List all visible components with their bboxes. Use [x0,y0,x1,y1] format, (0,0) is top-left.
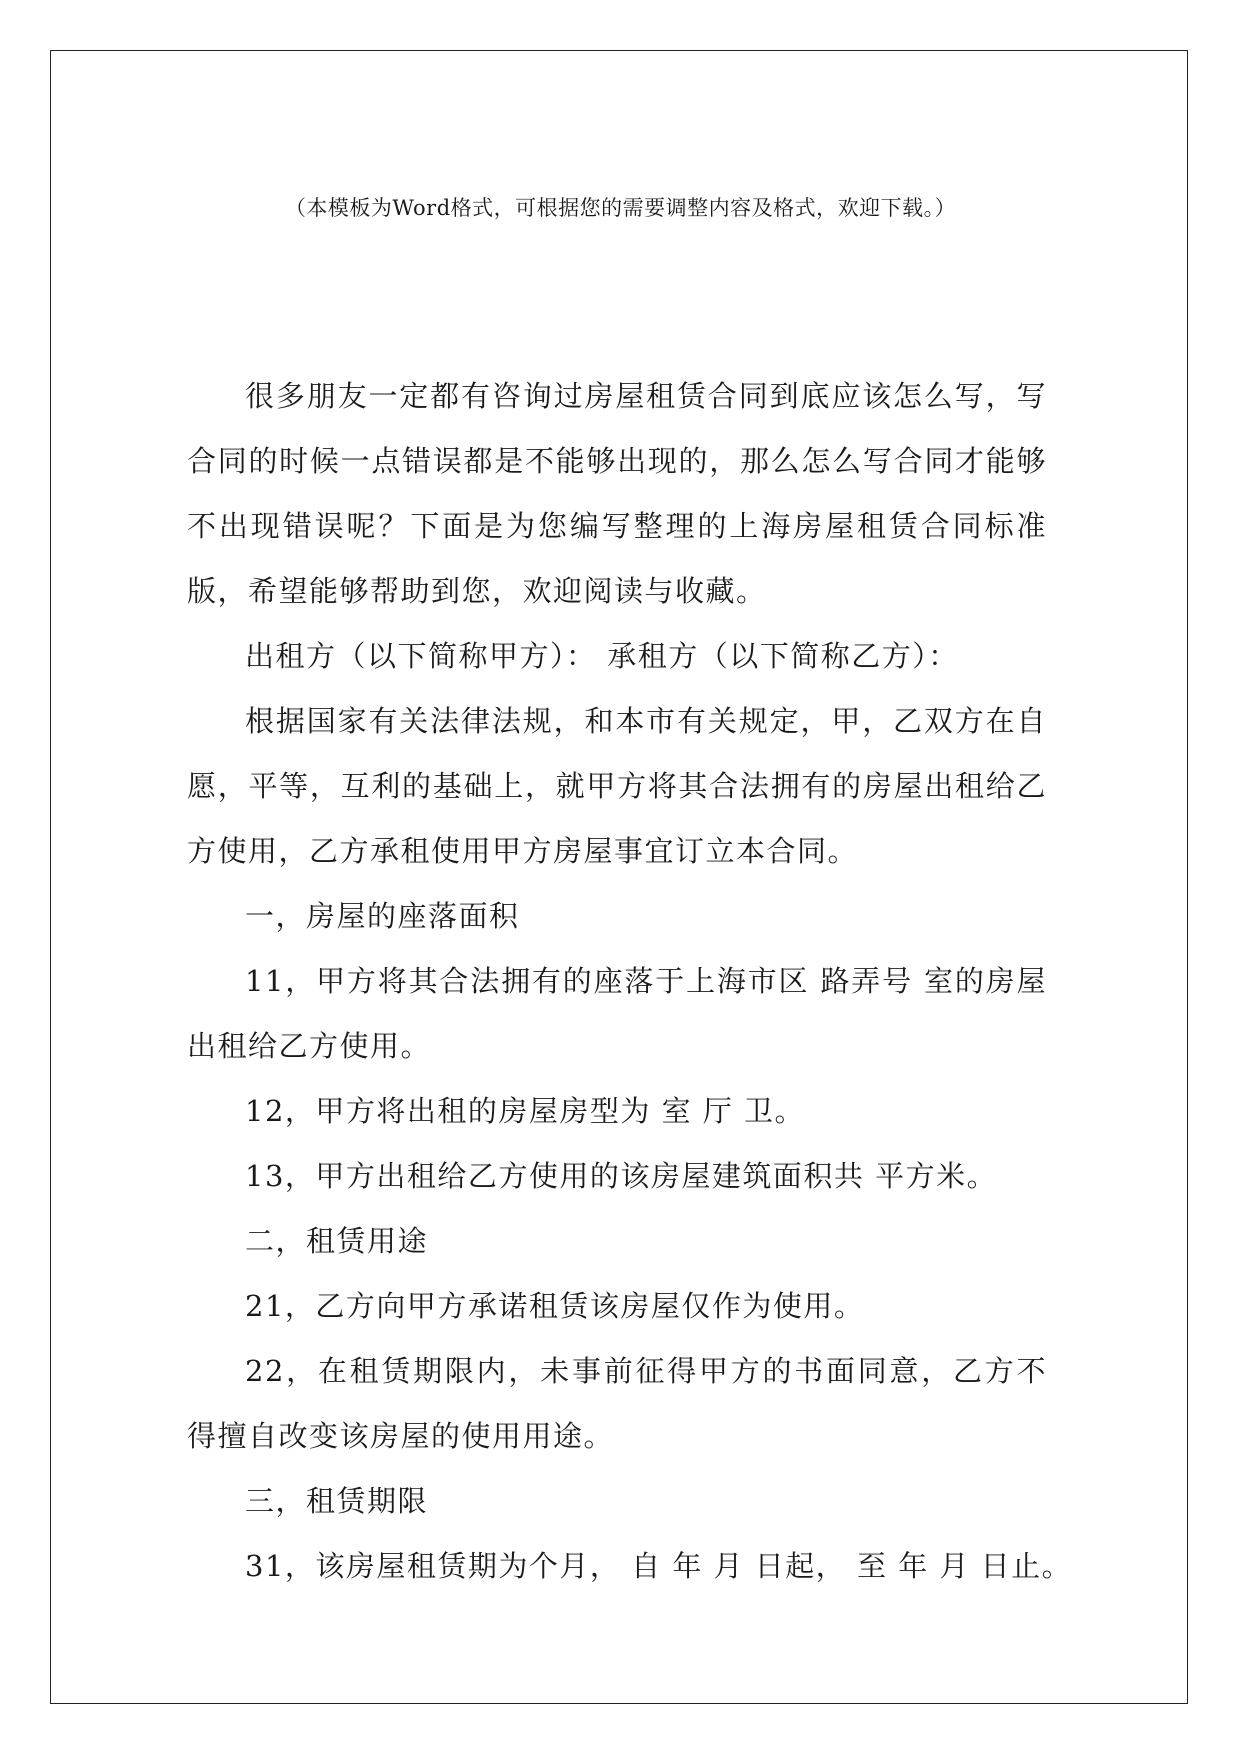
section-heading-1: 一，房屋的座落面积 [245,899,520,933]
clause-3-1: 31，该房屋租赁期为个月， 自 年 月 日起， 至 年 月 日止。 [245,1549,1073,1583]
template-note: （本模板为Word格式，可根据您的需要调整内容及格式，欢迎下载。） [284,196,957,220]
intro-paragraph: 很多朋友一定都有咨询过房屋租赁合同到底应该怎么写，写合同的时候一点错误都是不能够出现的，那么怎么写合同才能够不出现错误呢？下面是为您编写整理的上海房屋租赁合同标准版，希望能够帮助到您，欢迎阅读与收藏。 [187,379,1047,608]
parties-line: 出租方（以下简称甲方）： 承租方（以下简称乙方）： [245,639,959,673]
clause-1-2: 12，甲方将出租的房屋房型为 室 厅 卫。 [245,1094,806,1128]
clause-1-3: 13，甲方出租给乙方使用的该房屋建筑面积共 平方米。 [245,1159,998,1193]
clause-1-1: 11，甲方将其合法拥有的座落于上海市区 路弄号 室的房屋出租给乙方使用。 [187,964,1047,1063]
clause-2-1: 21，乙方向甲方承诺租赁该房屋仅作为使用。 [245,1289,865,1323]
document-body [187,364,1073,1599]
section-heading-3: 三，租赁期限 [245,1484,429,1518]
preamble-paragraph: 根据国家有关法律法规，和本市有关规定，甲，乙双方在自愿，平等，互利的基础上，就甲方将其合法拥有的房屋出租给乙方使用，乙方承租使用甲方房屋事宜订立本合同。 [187,704,1047,868]
clause-2-2: 22，在租赁期限内，未事前征得甲方的书面同意，乙方不得擅自改变该房屋的使用用途。 [187,1354,1047,1453]
section-heading-2: 二，租赁用途 [245,1224,429,1258]
